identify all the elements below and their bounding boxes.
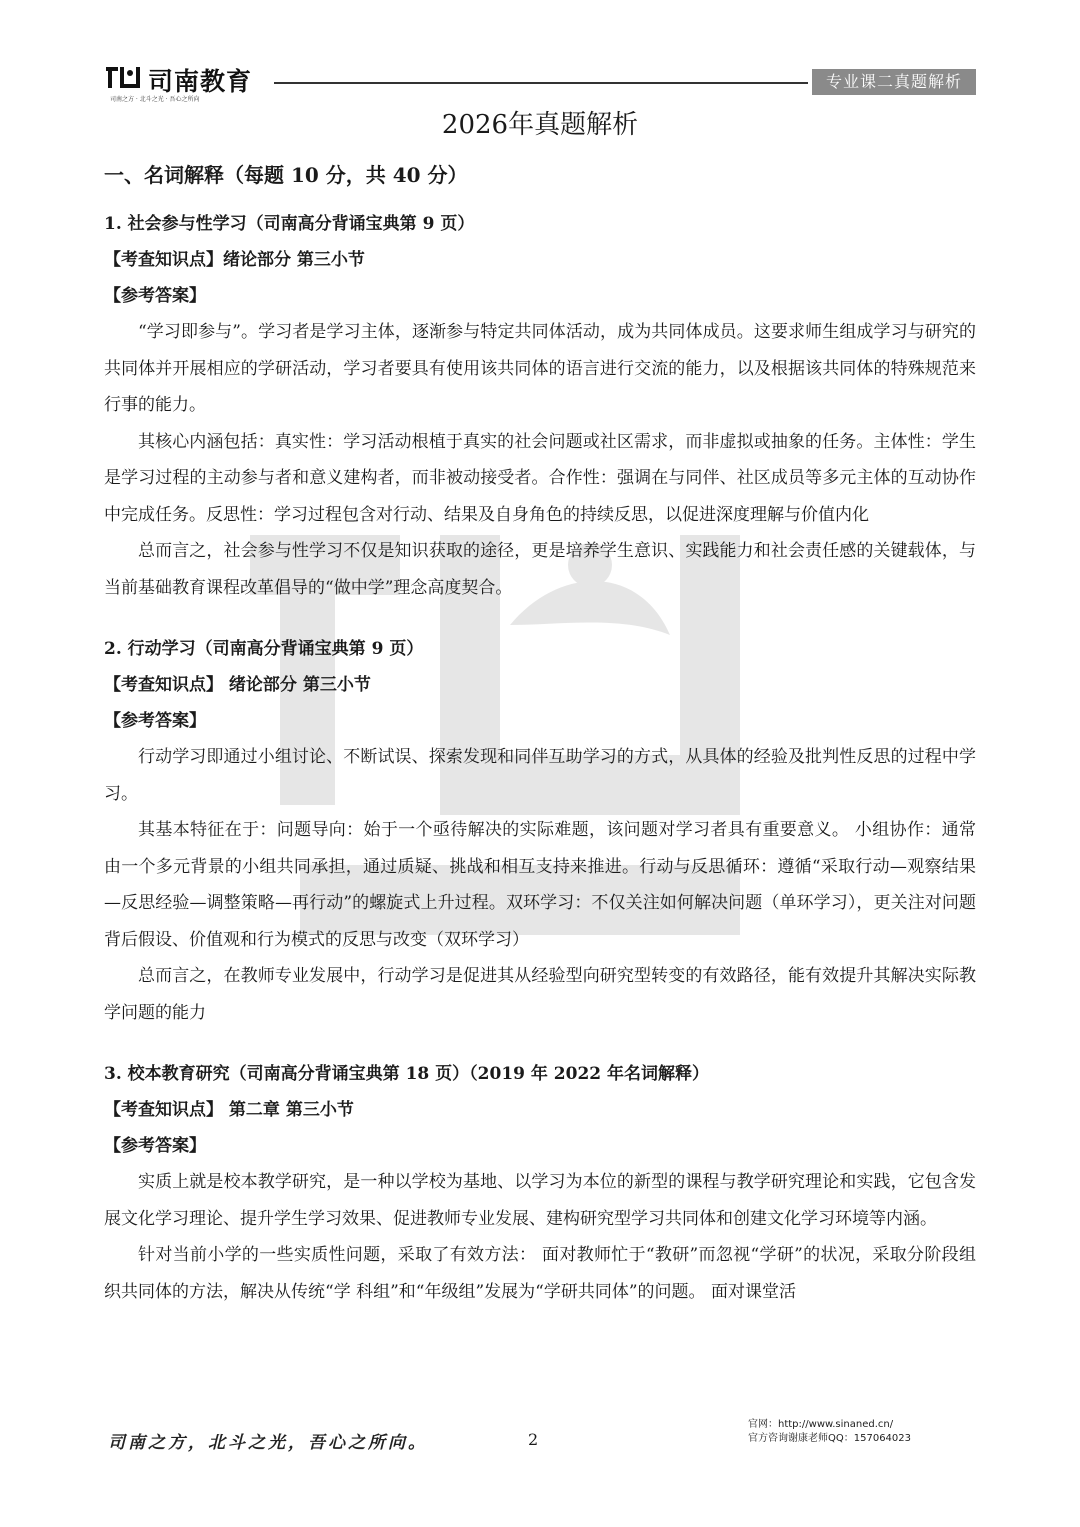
- answer-paragraph: 总而言之，社会参与性学习不仅是知识获取的途径，更是培养学生意识、实践能力和社会责任感的关键载体，与当前基础教育课程改革倡导的“做中学”理念高度契合。: [104, 541, 976, 598]
- knowledge-point-label: 【考查知识点】 第二章 第三小节: [104, 1100, 354, 1120]
- answer-label: 【参考答案】: [104, 1136, 206, 1156]
- logo-slogan: 司南之方 · 北斗之光 · 吾心之所向: [110, 96, 200, 103]
- document-body: [104, 160, 976, 1335]
- answer-paragraph: 总而言之，在教师专业发展中，行动学习是促进其从经验型向研究型转变的有效路径，能有效提升其解决实际教学问题的能力: [104, 966, 976, 1023]
- footer-slogan: 司南之方，北斗之光，吾心之所向。: [108, 1433, 428, 1453]
- term-title: 3. 校本教育研究（司南高分背诵宝典第 18 页）（2019 年 2022 年名词解释）: [104, 1064, 710, 1084]
- term-item-1: [104, 206, 976, 606]
- header-rule: [274, 82, 808, 84]
- document-title: 2026年真题解析: [441, 110, 639, 140]
- website-link[interactable]: 官网：http://www.sinaned.cn/: [748, 1419, 894, 1430]
- page-header: [104, 62, 976, 106]
- answer-paragraph: 针对当前小学的一些实质性问题，采取了有效方法： 面对教师忙于“教研”而忽视“学研”的状况，采取分阶段组织共同体的方法，解决从传统“学 科组”和“年级组”发展为“学研共同体”的问题。 面对课堂活: [104, 1245, 976, 1302]
- answer-label: 【参考答案】: [104, 286, 206, 306]
- header-badge: 专业课二真题解析: [812, 69, 976, 95]
- brand-logo: [104, 62, 272, 104]
- sinan-logo-icon: [104, 64, 144, 92]
- answer-paragraph: “学习即参与”。学习者是学习主体，逐渐参与特定共同体活动，成为共同体成员。这要求师生组成学习与研究的共同体并开展相应的学研活动，学习者要具有使用该共同体的语言进行交流的能力，以及根据该共同体的特殊规范来行事的能力。: [104, 322, 976, 415]
- term-item-2: [104, 631, 976, 1031]
- term-item-3: [104, 1056, 976, 1310]
- contact-info: 官方咨询谢康老师QQ：157064023: [748, 1433, 912, 1444]
- answer-paragraph: 其核心内涵包括：真实性：学习活动根植于真实的社会问题或社区需求，而非虚拟或抽象的任务。主体性：学生是学习过程的主动参与者和意义建构者，而非被动接受者。合作性：强调在与同伴、社区成员等多元主体的互动协作中完成任务。反思性：学习过程包含对行动、结果及自身角色的持续反思，以促进深度理解与价值内化: [104, 431, 976, 525]
- answer-paragraph: 实质上就是校本教学研究，是一种以学校为基地、以学习为本位的新型的课程与教学研究理论和实践，它包含发展文化学习理论、提升学生学习效果、促进教师专业发展、建构研究型学习共同体和创建文化学习环境等内涵。: [104, 1172, 976, 1229]
- answer-paragraph: 行动学习即通过小组讨论、不断试误、探索发现和同伴互助学习的方式，从具体的经验及批判性反思的过程中学习。: [104, 747, 976, 804]
- page-number: 2: [528, 1430, 539, 1449]
- section-heading: 一、名词解释（每题 10 分，共 40 分）: [104, 163, 468, 187]
- knowledge-point-label: 【考查知识点】绪论部分 第三小节: [104, 250, 365, 270]
- knowledge-point-label: 【考查知识点】 绪论部分 第三小节: [104, 675, 371, 695]
- answer-paragraph: 其基本特征在于：问题导向：始于一个亟待解决的实际难题，该问题对学习者具有重要意义。 小组协作：通常由一个多元背景的小组共同承担，通过质疑、挑战和相互支持来推进。行动与反思循环：遵循“采取行动—观察结果—反思经验—调整策略—再行动”的螺旋式上升过程。双环学习：不仅关注如何解决问题（单环学习），更关注对问题背后假设、价值观和行为模式的反思与改变（双环学习）: [104, 820, 976, 950]
- logo-text: 司南教育: [148, 67, 253, 96]
- term-title: 2. 行动学习（司南高分背诵宝典第 9 页）: [104, 639, 424, 659]
- answer-label: 【参考答案】: [104, 711, 206, 731]
- footer-contact: [748, 1418, 911, 1446]
- term-title: 1. 社会参与性学习（司南高分背诵宝典第 9 页）: [104, 214, 475, 234]
